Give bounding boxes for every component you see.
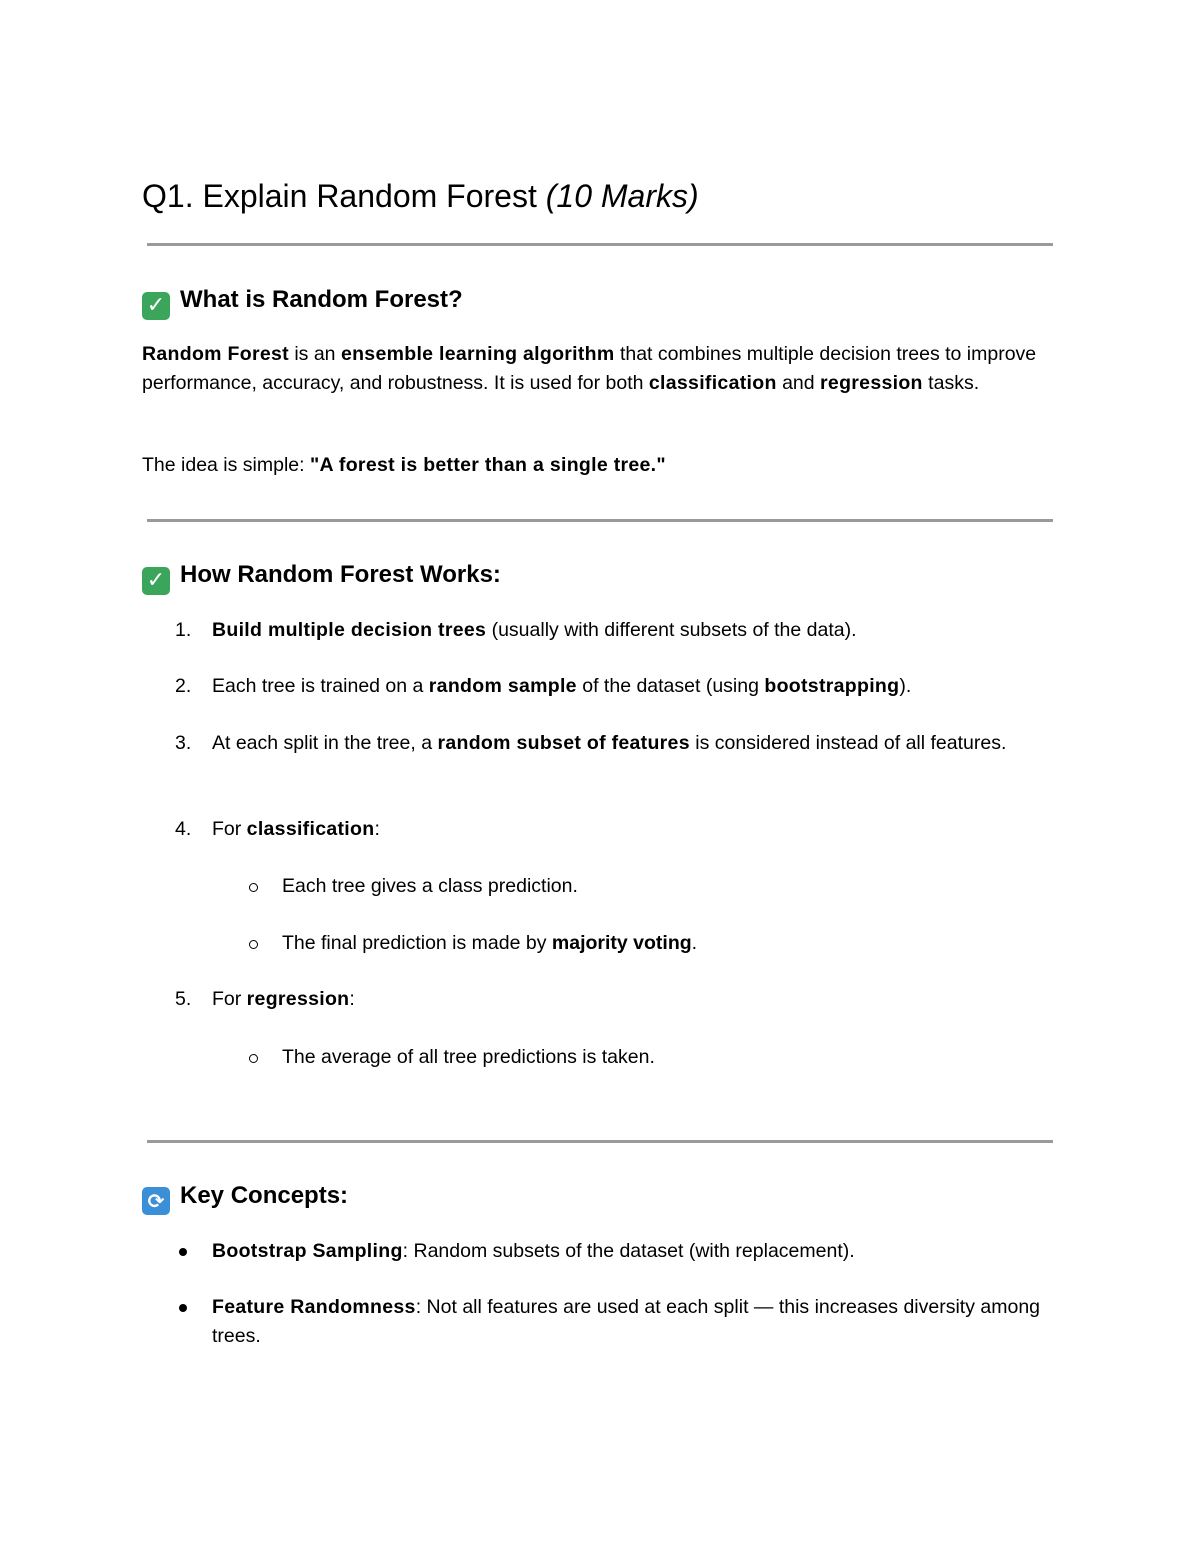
- text-run: of the dataset (using: [576, 675, 765, 697]
- bold-term: regression: [246, 988, 350, 1010]
- bold-term: Build multiple decision trees: [212, 619, 487, 641]
- bullet-list-item: [212, 1293, 1062, 1351]
- text-run: is considered instead of all features.: [689, 732, 1007, 754]
- section-heading-how-it-works: [142, 558, 501, 595]
- horizontal-divider: [147, 1140, 1053, 1143]
- check-mark-icon: ✓: [142, 292, 170, 320]
- bold-term: random subset of features: [437, 732, 690, 754]
- bullet-list-item: [212, 1237, 1062, 1266]
- bold-term: Bootstrap Sampling: [212, 1240, 403, 1262]
- list-number: 5.: [175, 988, 192, 1010]
- text-run: tasks.: [922, 372, 980, 394]
- text-run: :: [374, 818, 380, 840]
- numbered-list-item: [175, 985, 1062, 1014]
- sub-list-item: [282, 1043, 1062, 1072]
- text-run: .: [691, 932, 698, 954]
- bold-quote: "A forest is better than a single tree.": [310, 454, 666, 476]
- text-run: For: [212, 988, 247, 1010]
- text-run: At each split in the tree, a: [212, 732, 438, 754]
- title-marks: (10 Marks): [545, 178, 699, 214]
- title-main: Q1. Explain Random Forest: [142, 178, 537, 214]
- text-run: The average of all tree predictions is taken.: [282, 1046, 655, 1068]
- text-run: ).: [899, 675, 912, 697]
- cycle-arrows-icon: ⟳: [142, 1187, 170, 1215]
- bullet-icon: [179, 1304, 187, 1312]
- bold-term: bootstrapping: [764, 675, 900, 697]
- hollow-bullet-icon: [249, 1054, 258, 1063]
- text-run: that combines multiple decision trees to improve performance, accuracy, and robustness. It is used for both: [142, 343, 1037, 394]
- list-number: 4.: [175, 818, 192, 840]
- text-run: The idea is simple:: [142, 454, 310, 476]
- sub-list-item: [282, 929, 1062, 958]
- hollow-bullet-icon: [249, 883, 258, 892]
- idea-paragraph: [142, 451, 1062, 480]
- numbered-list-item: [175, 815, 1062, 844]
- numbered-list-item: [175, 616, 1062, 645]
- page-title: [142, 172, 699, 220]
- bold-term: random sample: [428, 675, 577, 697]
- list-number: 1.: [175, 619, 192, 641]
- list-number: 3.: [175, 732, 192, 754]
- check-mark-icon: ✓: [142, 567, 170, 595]
- section-heading-text: How Random Forest Works:: [180, 561, 501, 588]
- text-run: is an: [288, 343, 341, 365]
- horizontal-divider: [147, 243, 1053, 246]
- bold-term: classification: [648, 372, 777, 394]
- text-run: (usually with different subsets of the data).: [486, 619, 857, 641]
- text-run: and: [776, 372, 821, 394]
- text-run: :: [349, 988, 355, 1010]
- section-heading-text: What is Random Forest?: [180, 286, 463, 313]
- bold-term: Feature Randomness: [212, 1296, 416, 1318]
- bold-term: classification: [246, 818, 375, 840]
- text-run: The final prediction is made by: [282, 932, 552, 954]
- text-run: : Not all features are used at each split — this increases diversity among trees.: [212, 1296, 1041, 1347]
- section-heading-key-concepts: [142, 1179, 348, 1215]
- bullet-icon: [179, 1248, 187, 1256]
- text-run: : Random subsets of the dataset (with replacement).: [402, 1240, 855, 1262]
- numbered-list-item: [175, 672, 1062, 701]
- text-run: For: [212, 818, 247, 840]
- bold-term: majority voting: [551, 932, 692, 954]
- section-heading-text: Key Concepts:: [180, 1182, 349, 1209]
- text-run: Each tree is trained on a: [212, 675, 429, 697]
- bold-term: ensemble learning algorithm: [340, 343, 615, 365]
- bold-term: regression: [820, 372, 923, 394]
- text-run: Each tree gives a class prediction.: [282, 875, 578, 897]
- section-heading-what-is: [142, 283, 463, 320]
- numbered-list-item: [175, 729, 1062, 758]
- sub-list-item: [282, 872, 1062, 901]
- hollow-bullet-icon: [249, 940, 258, 949]
- list-number: 2.: [175, 675, 192, 697]
- horizontal-divider: [147, 519, 1053, 522]
- definition-paragraph: [142, 340, 1062, 398]
- bold-term: Random Forest: [142, 343, 289, 365]
